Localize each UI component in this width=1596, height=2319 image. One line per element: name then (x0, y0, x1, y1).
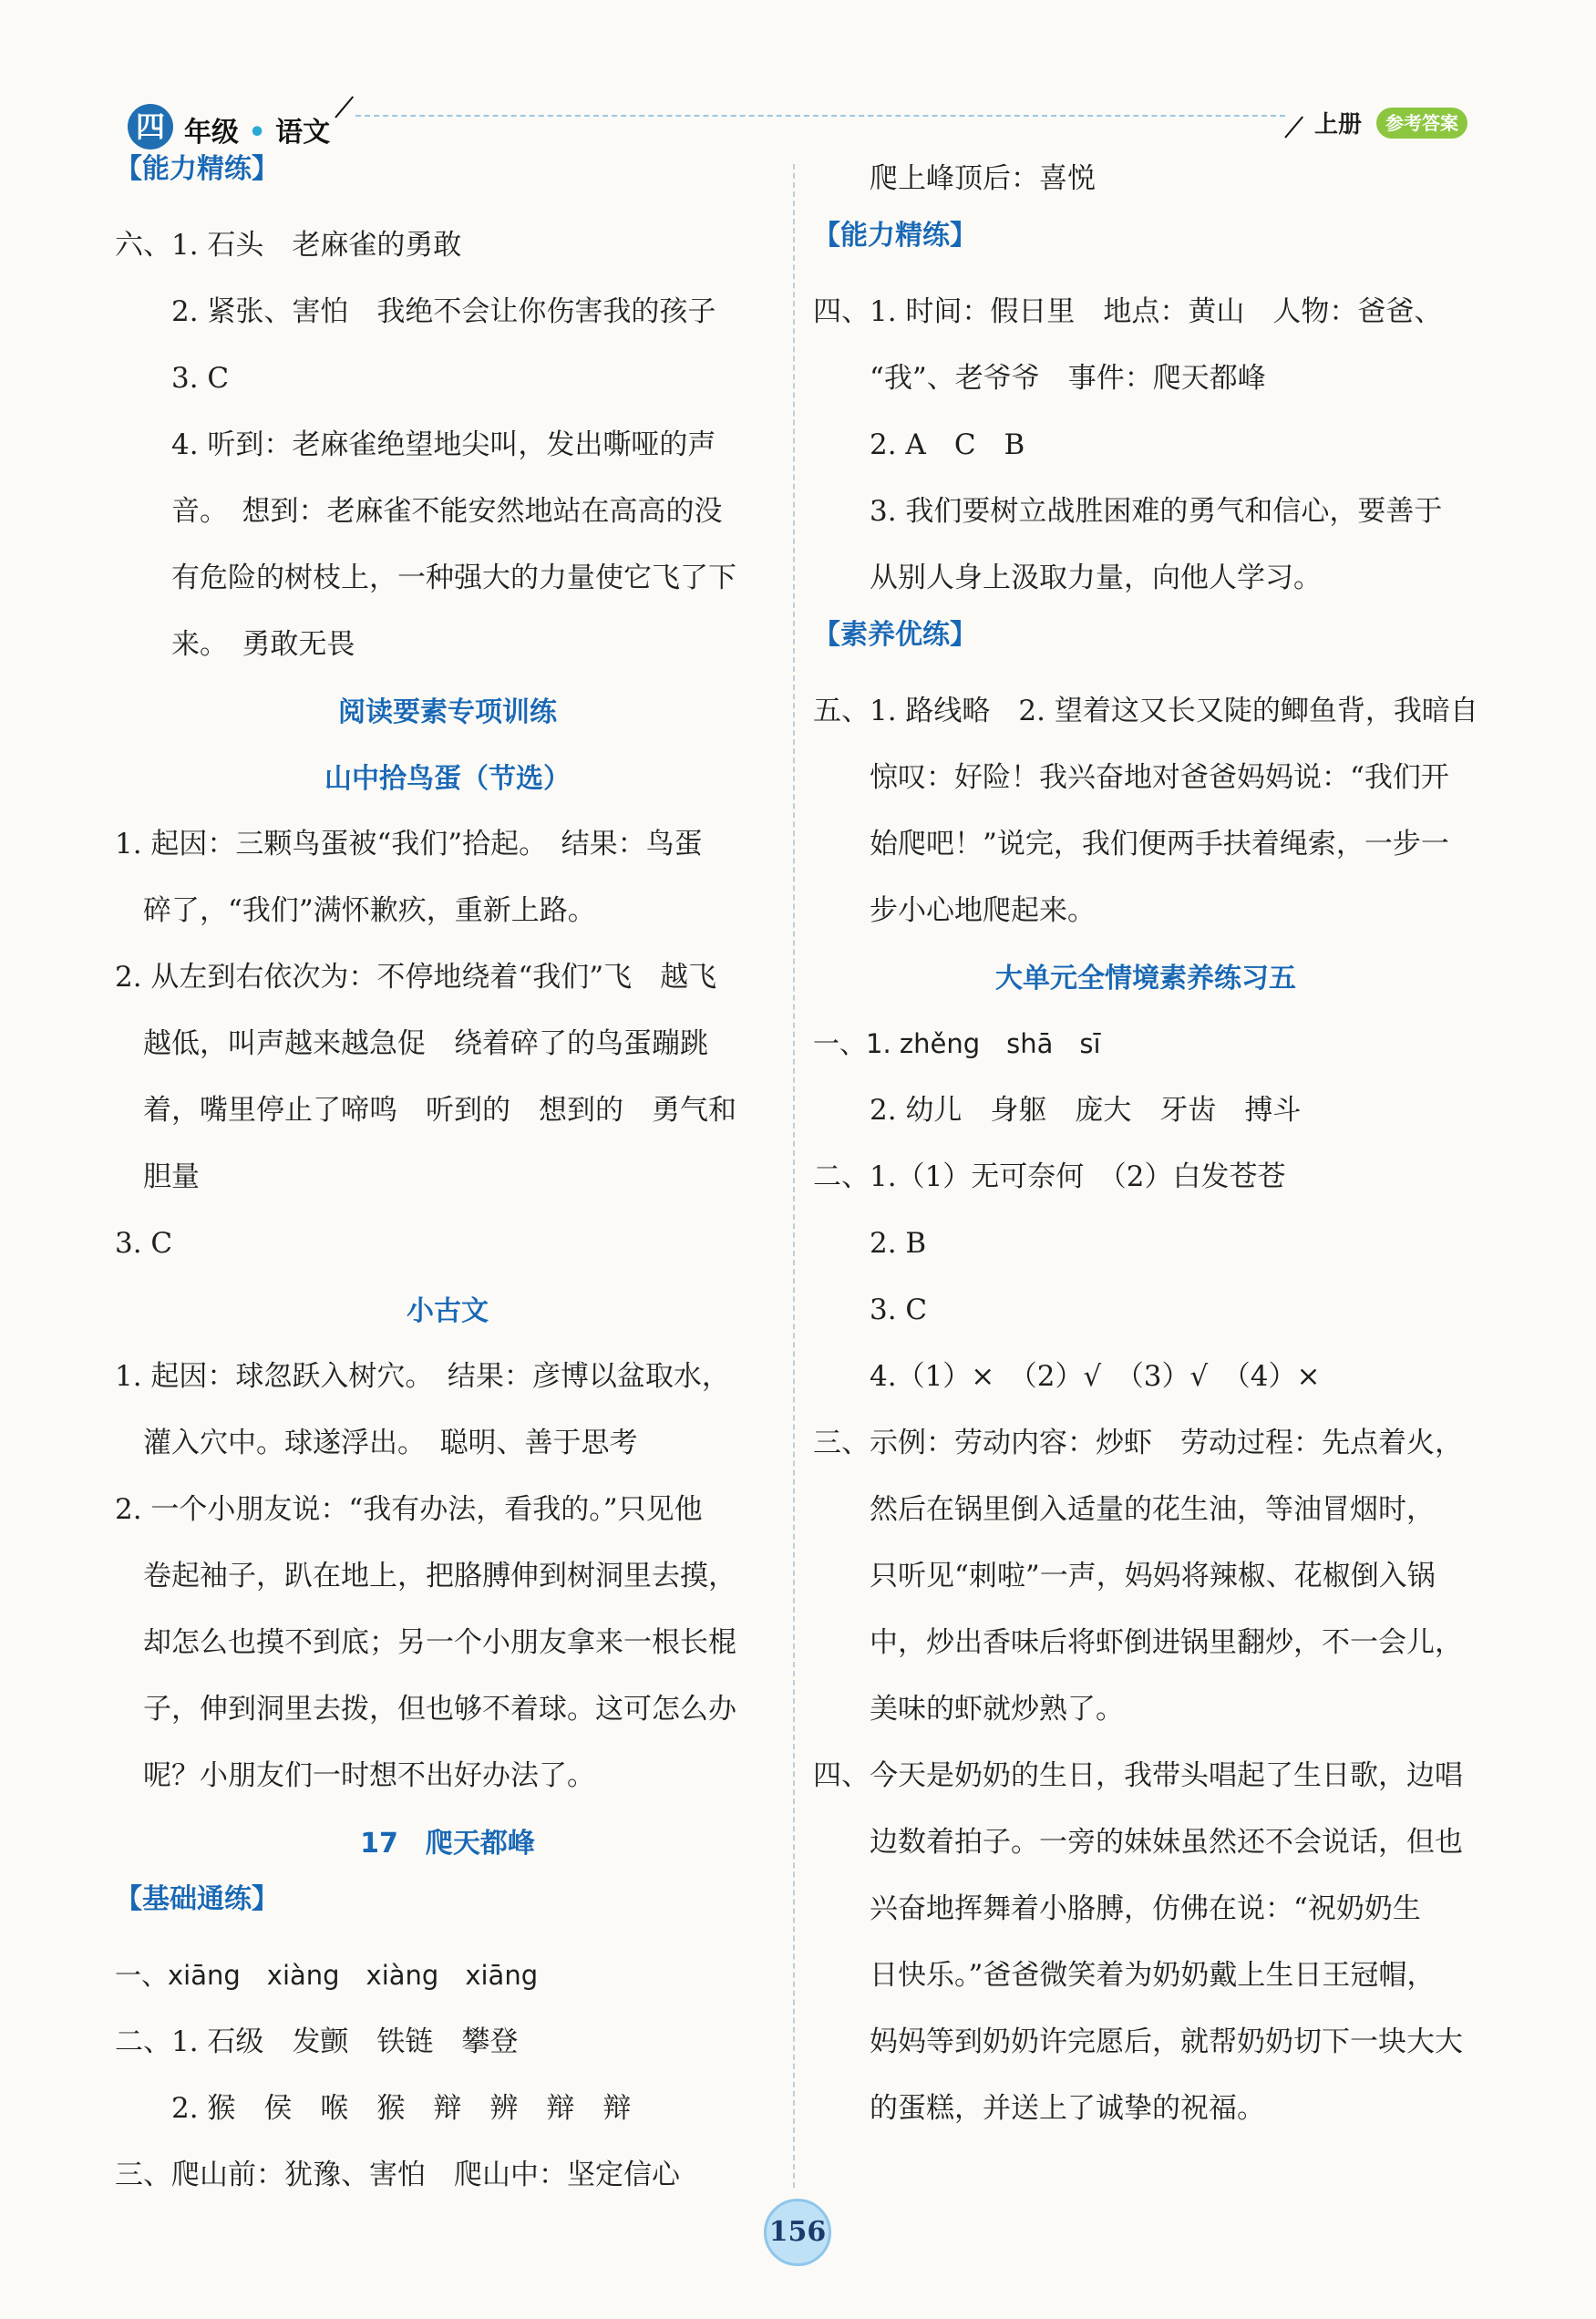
separator-dot: • (248, 117, 266, 149)
page-number: 156 (764, 2199, 831, 2266)
answer-key-badge: 参考答案 (1376, 108, 1467, 139)
answer-line: 2. 幼儿 身躯 庞大 牙齿 搏斗 (870, 1094, 1302, 1127)
answer-line: 着，嘴里停止了啼鸣 听到的 想到的 勇气和 (115, 1094, 736, 1127)
answer-line: 从别人身上汲取力量，向他人学习。 (870, 562, 1322, 594)
answer-line: 三、示例：劳动内容：炒虾 劳动过程：先点着火， (813, 1427, 1463, 1459)
section-title: 17 爬天都峰 (360, 1828, 535, 1860)
answer-line: 惊叹：好险！我兴奋地对爸爸妈妈说：“我们开 (870, 761, 1449, 794)
left-column (115, 146, 780, 2209)
answer-line: 3. C (171, 362, 230, 395)
answer-line: 碎了，“我们”满怀歉疚，重新上路。 (115, 894, 596, 927)
section-title: 小古文 (407, 1295, 489, 1327)
answer-line: 3. C (870, 1293, 928, 1326)
answer-line: 一、xiāng xiàng xiàng xiāng (115, 1960, 539, 1991)
answer-line: 2. 从左到右依次为：不停地绕着“我们”飞 越飞 (115, 961, 717, 994)
answer-line: 4.（1）× （2）√ （3）√ （4）× (870, 1360, 1321, 1393)
section-tag: 【能力精练】 (813, 220, 977, 252)
answer-line: 却怎么也摸不到底；另一个小朋友拿来一根长棍 (115, 1626, 736, 1659)
answer-line: 1. 起因：球忽跃入树穴。 结果：彦博以盆取水， (115, 1360, 730, 1393)
answer-line: 三、爬山前：犹豫、害怕 爬山中：坚定信心 (115, 2159, 680, 2191)
answer-line: 美味的虾就炒熟了。 (870, 1693, 1124, 1726)
subject-label: 语文 (275, 117, 331, 149)
answer-line: 步小心地爬起来。 (870, 894, 1096, 927)
answer-line: 有危险的树枝上，一种强大的力量使它飞了下 (171, 562, 736, 594)
answer-line: 4. 听到：老麻雀绝望地尖叫，发出嘶哑的声 (171, 428, 716, 461)
section-title: 阅读要素专项训练 (338, 696, 557, 728)
answer-line: 2. A C B (870, 428, 1025, 461)
answer-line: 2. B (870, 1227, 927, 1260)
answer-line: 兴奋地挥舞着小胳膊，仿佛在说：“祝奶奶生 (870, 1892, 1421, 1925)
answer-line: 来。 勇敢无畏 (171, 628, 355, 661)
answer-line: 胆量 (115, 1160, 200, 1193)
header-divider-slash (1284, 116, 1303, 138)
section-tag: 【素养优练】 (813, 619, 977, 651)
answer-line: 妈妈等到奶奶许完愿后，就帮奶奶切下一块大大 (870, 2025, 1463, 2058)
answer-line: 卷起袖子，趴在地上，把胳膊伸到树洞里去摸， (115, 1560, 736, 1592)
answer-line: 1. 起因：三颗鸟蛋被“我们”拾起。 结果：鸟蛋 (115, 828, 703, 861)
answer-line: 然后在锅里倒入适量的花生油，等油冒烟时， (870, 1493, 1435, 1526)
answer-line: 五、1. 路线略 2. 望着这又长又陡的鲫鱼背，我暗自 (813, 695, 1478, 727)
answer-line: 2. 猴 侯 喉 猴 辩 辨 辩 辩 (171, 2092, 632, 2125)
answer-line: 四、1. 时间：假日里 地点：黄山 人物：爸爸、 (813, 295, 1443, 328)
answer-line: 六、1. 石头 老麻雀的勇敢 (115, 229, 462, 262)
answer-line: 二、1.（1）无可奈何 （2）白发苍苍 (813, 1160, 1286, 1193)
answer-line: 中，炒出香味后将虾倒进锅里翻炒，不一会儿， (870, 1626, 1463, 1659)
answer-line: 子，伸到洞里去拨，但也够不着球。这可怎么办 (115, 1693, 736, 1726)
answer-line: 一、1. zhěng shā sī (813, 1028, 1101, 1059)
section-title: 山中拾鸟蛋（节选） (324, 763, 571, 795)
answer-line: 2. 一个小朋友说：“我有办法，看我的。”只见他 (115, 1493, 703, 1526)
answer-line: 2. 紧张、害怕 我绝不会让你伤害我的孩子 (171, 295, 716, 328)
answer-line: 日快乐。”爸爸微笑着为奶奶戴上生日王冠帽， (870, 1959, 1436, 1992)
answer-line: “我”、老爷爷 事件：爬天都峰 (870, 362, 1266, 395)
answer-line: 越低，叫声越来越急促 绕着碎了的鸟蛋蹦跳 (115, 1027, 708, 1060)
header-divider-slash (335, 96, 354, 118)
answer-line: 的蛋糕，并送上了诚挚的祝福。 (870, 2092, 1265, 2125)
answer-line: 二、1. 石级 发颤 铁链 攀登 (115, 2025, 519, 2058)
grade-badge: 四 (128, 104, 173, 149)
section-title: 大单元全情境素养练习五 (995, 963, 1296, 995)
answer-line: 只听见“刺啦”一声，妈妈将辣椒、花椒倒入锅 (870, 1560, 1436, 1592)
answer-line: 四、今天是奶奶的生日，我带头唱起了生日歌，边唱 (813, 1759, 1463, 1792)
answer-line: 音。 想到：老麻雀不能安然地站在高高的没 (171, 495, 723, 528)
grade-subject-label (184, 109, 330, 149)
grade-label: 年级 (184, 117, 239, 149)
section-tag: 【基础通练】 (115, 1883, 279, 1915)
answer-line: 3. C (115, 1227, 173, 1260)
right-column (813, 146, 1478, 2142)
answer-line: 爬上峰顶后：喜悦 (870, 162, 1096, 195)
answer-line: 呢？小朋友们一时想不出好办法了。 (115, 1759, 595, 1792)
answer-line: 始爬吧！”说完，我们便两手扶着绳索，一步一 (870, 828, 1449, 861)
header-dashed-line (355, 115, 1285, 117)
column-divider (793, 164, 795, 2188)
answer-line: 3. 我们要树立战胜困难的勇气和信心，要善于 (870, 495, 1443, 528)
volume-label: 上册 (1314, 111, 1363, 139)
answer-line: 边数着拍子。一旁的妹妹虽然还不会说话，但也 (870, 1826, 1463, 1859)
section-tag: 【能力精练】 (115, 153, 279, 185)
answer-line: 灌入穴中。球遂浮出。 聪明、善于思考 (115, 1427, 638, 1459)
